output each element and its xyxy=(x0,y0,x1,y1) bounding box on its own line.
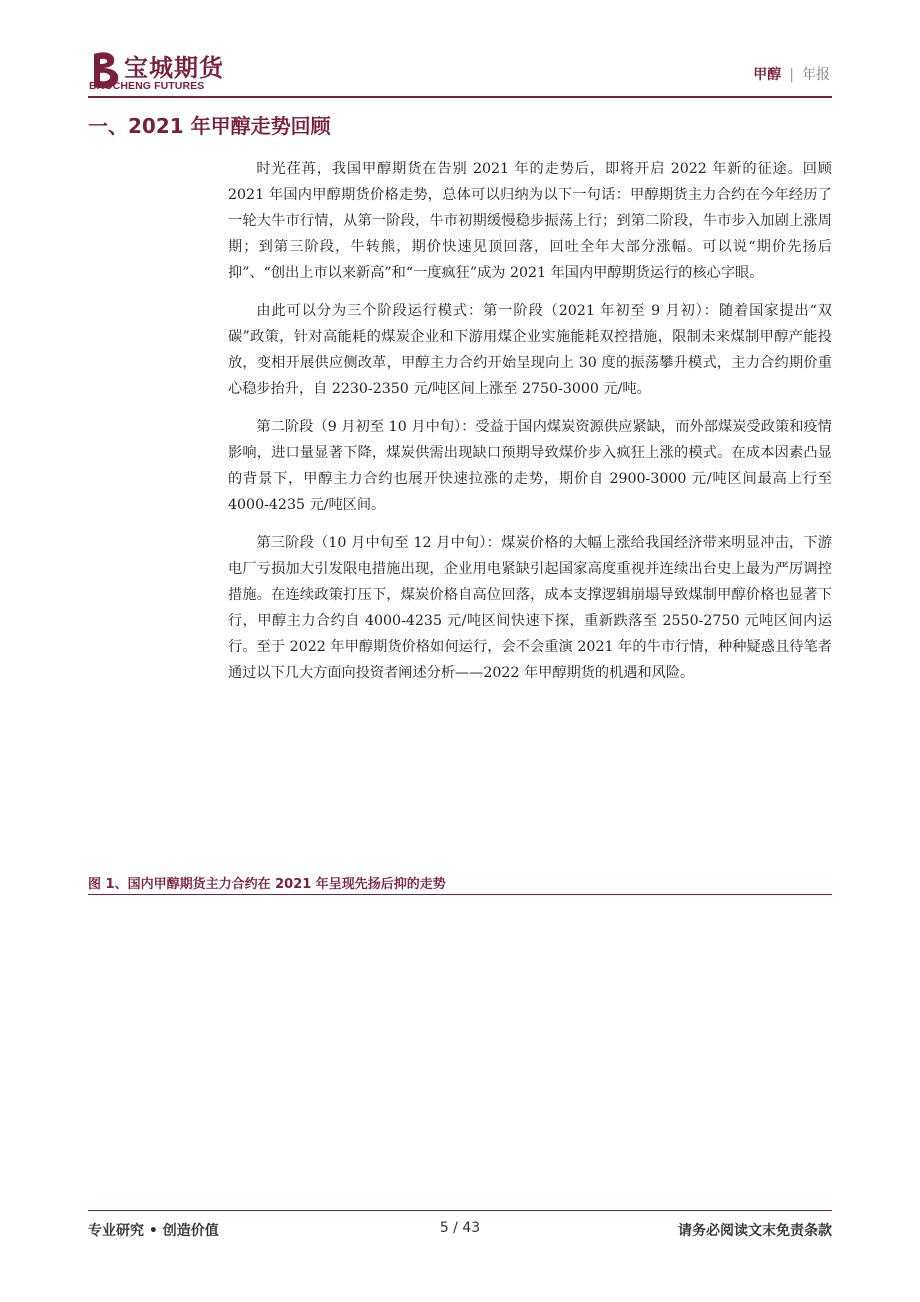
logo-english-name: BAOCHENG FUTURES xyxy=(89,80,205,92)
report-category xyxy=(753,64,830,84)
footer-disclaimer: 请务必阅读文末免责条款 xyxy=(678,1223,832,1239)
category-label: 甲醇 xyxy=(753,67,782,83)
page-header xyxy=(88,46,832,98)
page-footer xyxy=(88,1220,832,1244)
header-divider xyxy=(88,96,832,98)
footer-slogan: 专业研究 • 创造价值 xyxy=(88,1223,219,1239)
figure-area xyxy=(88,896,832,1196)
paragraph: 由此可以分为三个阶段运行模式：第一阶段（2021 年初至 9 月初）：随着国家提出“双碳”政策，针对高能耗的煤炭企业和下游用煤企业实施能耗双控措施，限制未来煤制甲醇产能投放，变相开展供应侧改革，甲醇主力合约开始呈现向上 30 度的振荡攀升模式，主力合约期价重心稳步抬升，自 2230-2350 元/吨区间上涨至 2750-3000 元/吨。 xyxy=(228,303,832,397)
paragraph: 第三阶段（10 月中旬至 12 月中旬）：煤炭价格的大幅上涨给我国经济带来明显冲击，下游电厂亏损加大引发限电措施出现，企业用电紧缺引起国家高度重视并连续出台史上最为严厉调控措施。在连续政策打压下，煤炭价格自高位回落，成本支撑逻辑崩塌导致煤制甲醇价格也显著下行，甲醇主力合约自 4000-4235 元/吨区间快速下探，重新跌落至 2550-2750 元吨区间内运行。至于 2022 年甲醇期货价格如何运行，会不会重演 2021 年的牛市行情，种种疑惑且待笔者通过以下几大方面向投资者阐述分析——2022 年甲醇期货的机遇和风险。 xyxy=(228,535,832,681)
body-text xyxy=(228,156,832,698)
figure-caption: 图 1、国内甲醇期货主力合约在 2021 年呈现先扬后抑的走势 xyxy=(88,877,446,892)
section-title: 一、2021 年甲醇走势回顾 xyxy=(88,114,331,138)
footer-divider xyxy=(88,1210,832,1211)
page-number: 5 / 43 xyxy=(439,1220,481,1236)
report-type-label: 年报 xyxy=(802,67,830,83)
figure-caption-divider xyxy=(88,894,832,895)
paragraph: 第二阶段（9 月初至 10 月中旬）：受益于国内煤炭资源供应紧缺，而外部煤炭受政策和疫情影响，进口量显著下降，煤炭供需出现缺口预期导致煤价步入疯狂上涨的模式。在成本因素凸显的背景下，甲醇主力合约也展开快速拉涨的走势，期价自 2900-3000 元/吨区间最高上行至 4000-4235 元/吨区间。 xyxy=(228,419,832,513)
header-separator: | xyxy=(789,67,794,83)
paragraph: 时光荏苒，我国甲醇期货在告别 2021 年的走势后，即将开启 2022 年新的征途。回顾 2021 年国内甲醇期货价格走势，总体可以归纳为以下一句话：甲醇期货主力合约在今年经历了一轮大牛市行情，从第一阶段，牛市初期缓慢稳步振荡上行；到第二阶段，牛市步入加剧上涨周期；到第三阶段，牛转熊，期价快速见顶回落，回吐全年大部分涨幅。可以说“期价先扬后抑”、“创出上市以来新高”和“一度疯狂”成为 2021 年国内甲醇期货运行的核心字眼。 xyxy=(228,161,832,281)
logo-chinese-name: 宝城期货 xyxy=(124,54,224,82)
